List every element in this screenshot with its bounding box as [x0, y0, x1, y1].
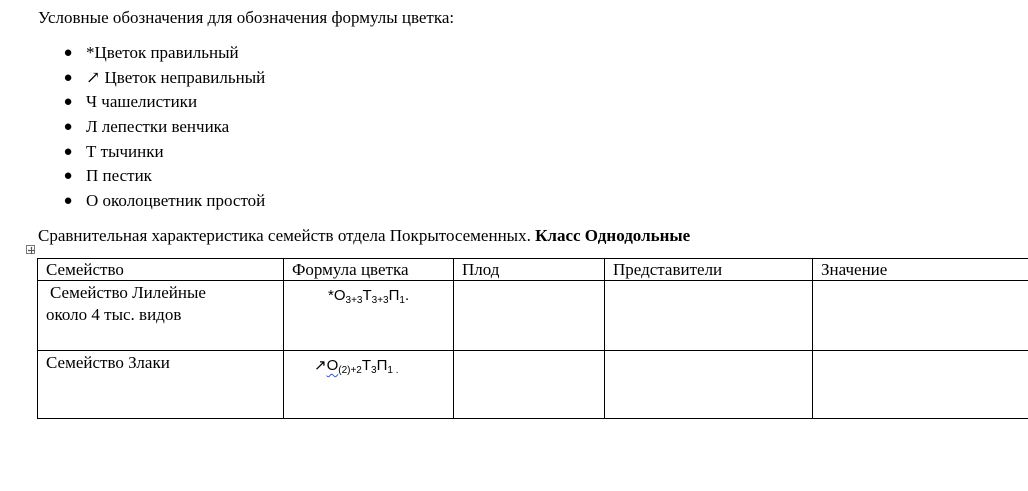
table-row [38, 351, 1028, 419]
formula-part: Т [362, 287, 372, 304]
cell-significance[interactable] [813, 281, 1028, 351]
cell-fruit[interactable] [454, 351, 605, 419]
legend-item-label: ↗ Цветок неправильный [86, 67, 266, 87]
flower-formula [292, 282, 409, 307]
formula-part: П [376, 357, 388, 374]
family-species-count: около 4 тыс. видов [46, 305, 182, 324]
bullet-icon: ● [63, 69, 73, 86]
bullet-icon: ● [63, 143, 73, 160]
legend-item-label: Ч чашелистики [86, 92, 198, 112]
caption-text: Сравнительная характеристика семейств отдела Покрытосеменных. [38, 226, 536, 245]
list-item [38, 165, 265, 190]
legend-item-label: Т тычинки [86, 141, 164, 161]
formula-part: О [326, 357, 339, 374]
formula-sub: 3 [371, 365, 377, 376]
formula-sub: (2)+2 [338, 365, 362, 376]
cell-family[interactable] [38, 351, 284, 419]
symmetry-symbol: * [328, 287, 334, 304]
legend-item-label: П пестик [86, 166, 152, 186]
list-item [38, 91, 265, 116]
list-item [38, 42, 265, 67]
families-table [37, 258, 1028, 419]
table-row [38, 281, 1028, 351]
header-representatives: Представители [605, 259, 813, 281]
list-item [38, 141, 265, 166]
header-fruit: Плод [454, 259, 605, 281]
formula-part: П [388, 287, 400, 304]
header-formula: Формула цветка [284, 259, 454, 281]
formula-suffix: . [404, 287, 410, 304]
list-item [38, 190, 265, 215]
bullet-icon: ● [63, 168, 73, 185]
symmetry-symbol: ↗ [314, 357, 327, 374]
list-item [38, 67, 265, 92]
formula-sub: 3+3 [371, 295, 389, 306]
formula-sub: 3+3 [345, 295, 363, 306]
table-header-row [38, 259, 1028, 281]
flower-formula [292, 352, 399, 377]
table-move-handle-icon[interactable] [26, 245, 35, 254]
cell-fruit[interactable] [454, 281, 605, 351]
caption-bold: Класс Однодольные [535, 226, 691, 245]
bullet-icon: ● [63, 193, 73, 210]
legend-list [38, 42, 265, 215]
bullet-icon: ● [63, 94, 73, 111]
legend-item-label: Л лепестки венчика [86, 117, 230, 137]
legend-item-label: *Цветок правильный [86, 43, 239, 62]
formula-part: О [333, 287, 346, 304]
cell-representatives[interactable] [605, 281, 813, 351]
cell-formula[interactable] [284, 281, 454, 351]
move-arrows-icon [27, 246, 36, 255]
bullet-icon: ● [63, 45, 73, 61]
table-caption [38, 226, 690, 246]
formula-part: Т [361, 357, 372, 374]
bullet-icon: ● [63, 119, 73, 136]
formula-sub: 1 [399, 295, 405, 306]
cell-family[interactable] [38, 281, 284, 351]
cell-significance[interactable] [813, 351, 1028, 419]
list-item [38, 116, 265, 141]
header-family: Семейство [38, 259, 284, 281]
legend-item-label: О околоцветник простой [86, 191, 266, 211]
family-name: Семейство Злаки [46, 353, 170, 372]
cell-formula[interactable] [284, 351, 454, 419]
family-name: Семейство Лилейные [50, 283, 206, 302]
formula-sub: 1 . [387, 365, 399, 376]
header-significance: Значение [813, 259, 1028, 281]
cell-representatives[interactable] [605, 351, 813, 419]
legend-intro: Условные обозначения для обозначения формулы цветка: [38, 8, 455, 27]
